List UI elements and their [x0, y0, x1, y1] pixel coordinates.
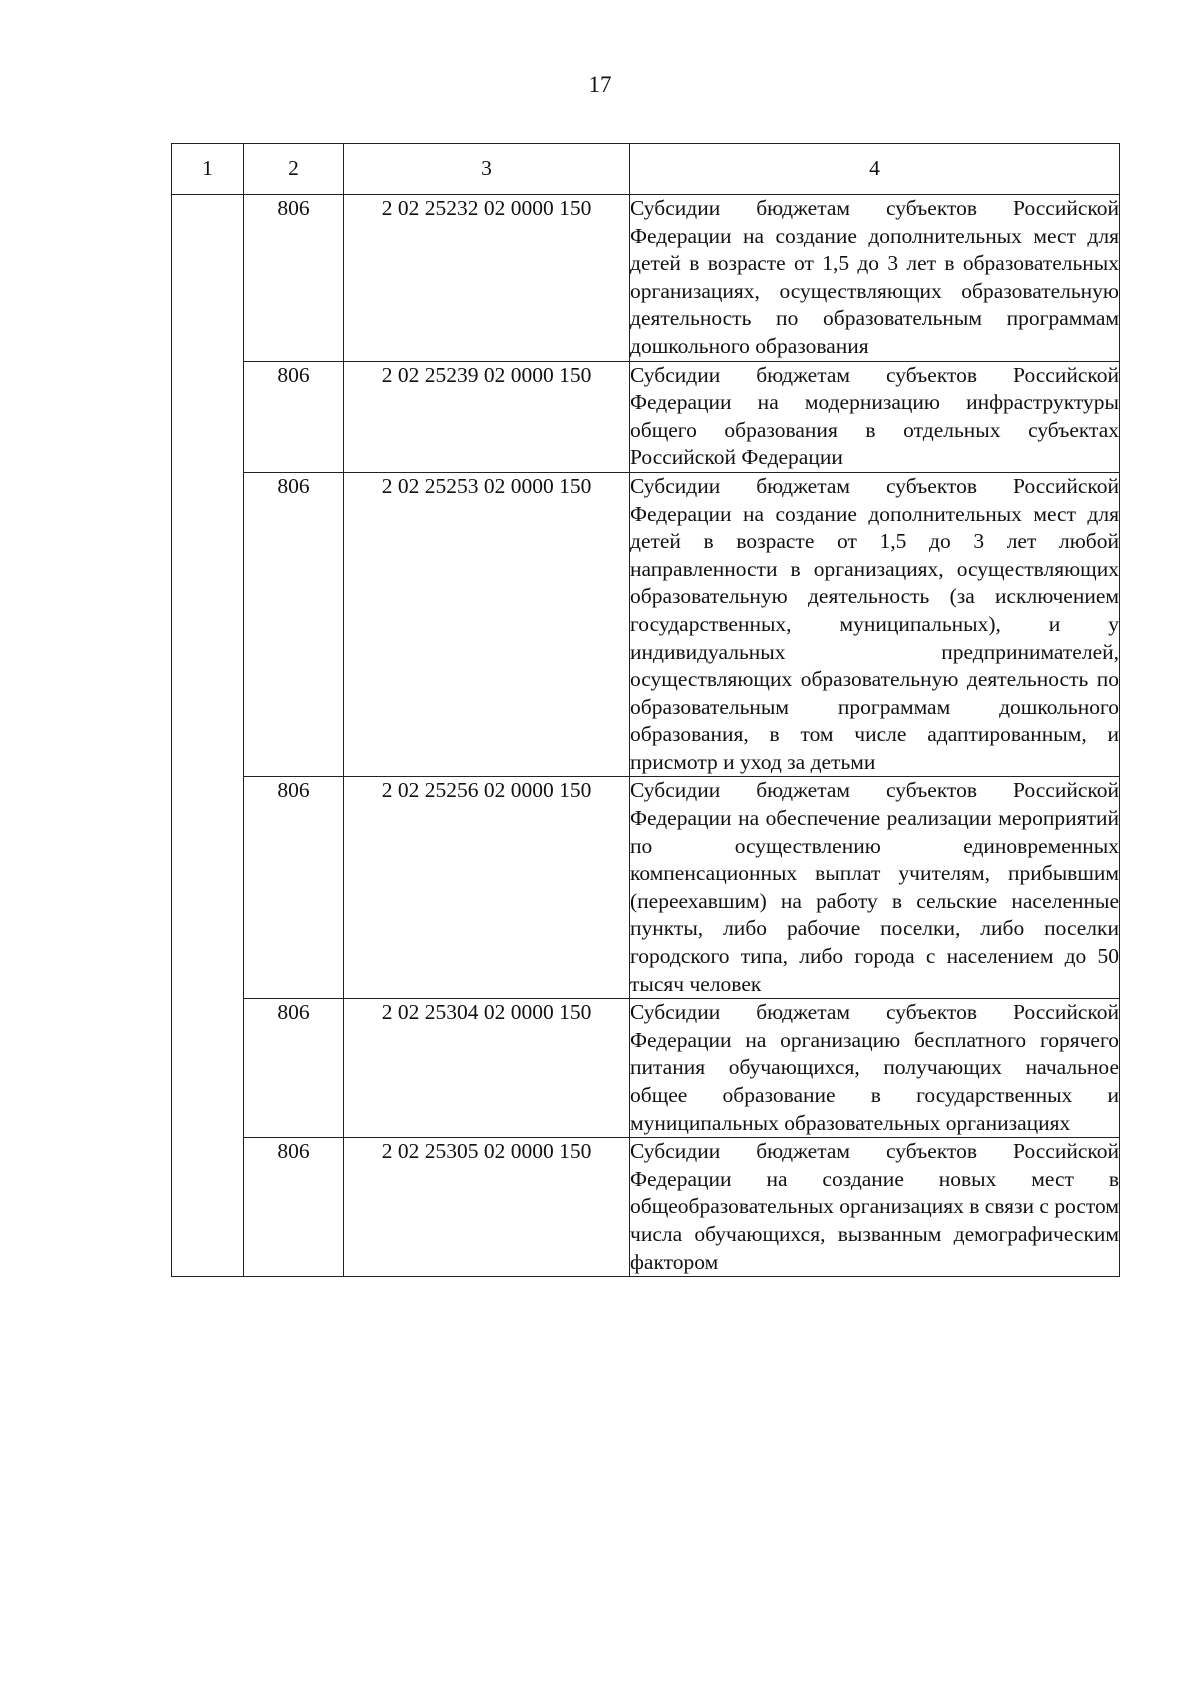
admin-code-cell: 806: [244, 777, 344, 999]
admin-code-cell: 806: [244, 195, 344, 362]
table-row: [172, 1138, 1120, 1277]
budget-code-cell: 2 02 25305 02 0000 150: [344, 1138, 630, 1277]
column-header-2: 2: [244, 144, 344, 195]
admin-code-cell: 806: [244, 999, 344, 1138]
budget-codes-table: [171, 143, 1120, 1277]
table-row: [172, 361, 1120, 472]
table-row: [172, 777, 1120, 999]
admin-code-cell: 806: [244, 361, 344, 472]
description-cell: Субсидии бюджетам субъектов Российской Федерации на создание дополнительных мест для детей в возрасте от 1,5 до 3 лет любой направленности в организациях, осуществляющих образовательную деятельность (за исключением государственных, муниципальных), и у индивидуальных предпринимателей, осуществляющих образовательную деятельность по образовательным программам дошкольного образования, в том числе адаптированным, и присмотр и уход за детьми: [630, 472, 1120, 777]
table-header-row: [172, 144, 1120, 195]
description-cell: Субсидии бюджетам субъектов Российской Федерации на создание новых мест в общеобразовательных организациях в связи с ростом числа обучающихся, вызванным демографическим фактором: [630, 1138, 1120, 1277]
column-header-3: 3: [344, 144, 630, 195]
table-row: [172, 999, 1120, 1138]
admin-code-cell: 806: [244, 1138, 344, 1277]
budget-code-cell: 2 02 25232 02 0000 150: [344, 195, 630, 362]
table-row: [172, 195, 1120, 362]
empty-group-cell: [172, 195, 244, 1277]
budget-code-cell: 2 02 25239 02 0000 150: [344, 361, 630, 472]
description-cell: Субсидии бюджетам субъектов Российской Федерации на обеспечение реализации мероприятий по осуществлению единовременных компенсационных выплат учителям, прибывшим (переехавшим) на работу в сельские населенные пункты, либо рабочие поселки, либо поселки городского типа, либо города с населением до 50 тысяч человек: [630, 777, 1120, 999]
description-cell: Субсидии бюджетам субъектов Российской Федерации на создание дополнительных мест для детей в возрасте от 1,5 до 3 лет в образовательных организациях, осуществляющих образовательную деятельность по образовательным программам дошкольного образования: [630, 195, 1120, 362]
table-row: [172, 472, 1120, 777]
page-number: 17: [588, 72, 612, 97]
description-cell: Субсидии бюджетам субъектов Российской Федерации на организацию бесплатного горячего питания обучающихся, получающих начальное общее образование в государственных и муниципальных образовательных организациях: [630, 999, 1120, 1138]
budget-code-cell: 2 02 25253 02 0000 150: [344, 472, 630, 777]
budget-code-cell: 2 02 25304 02 0000 150: [344, 999, 630, 1138]
admin-code-cell: 806: [244, 472, 344, 777]
column-header-1: 1: [172, 144, 244, 195]
description-cell: Субсидии бюджетам субъектов Российской Федерации на модернизацию инфраструктуры общего образования в отдельных субъектах Российской Федерации: [630, 361, 1120, 472]
column-header-4: 4: [630, 144, 1120, 195]
budget-code-cell: 2 02 25256 02 0000 150: [344, 777, 630, 999]
